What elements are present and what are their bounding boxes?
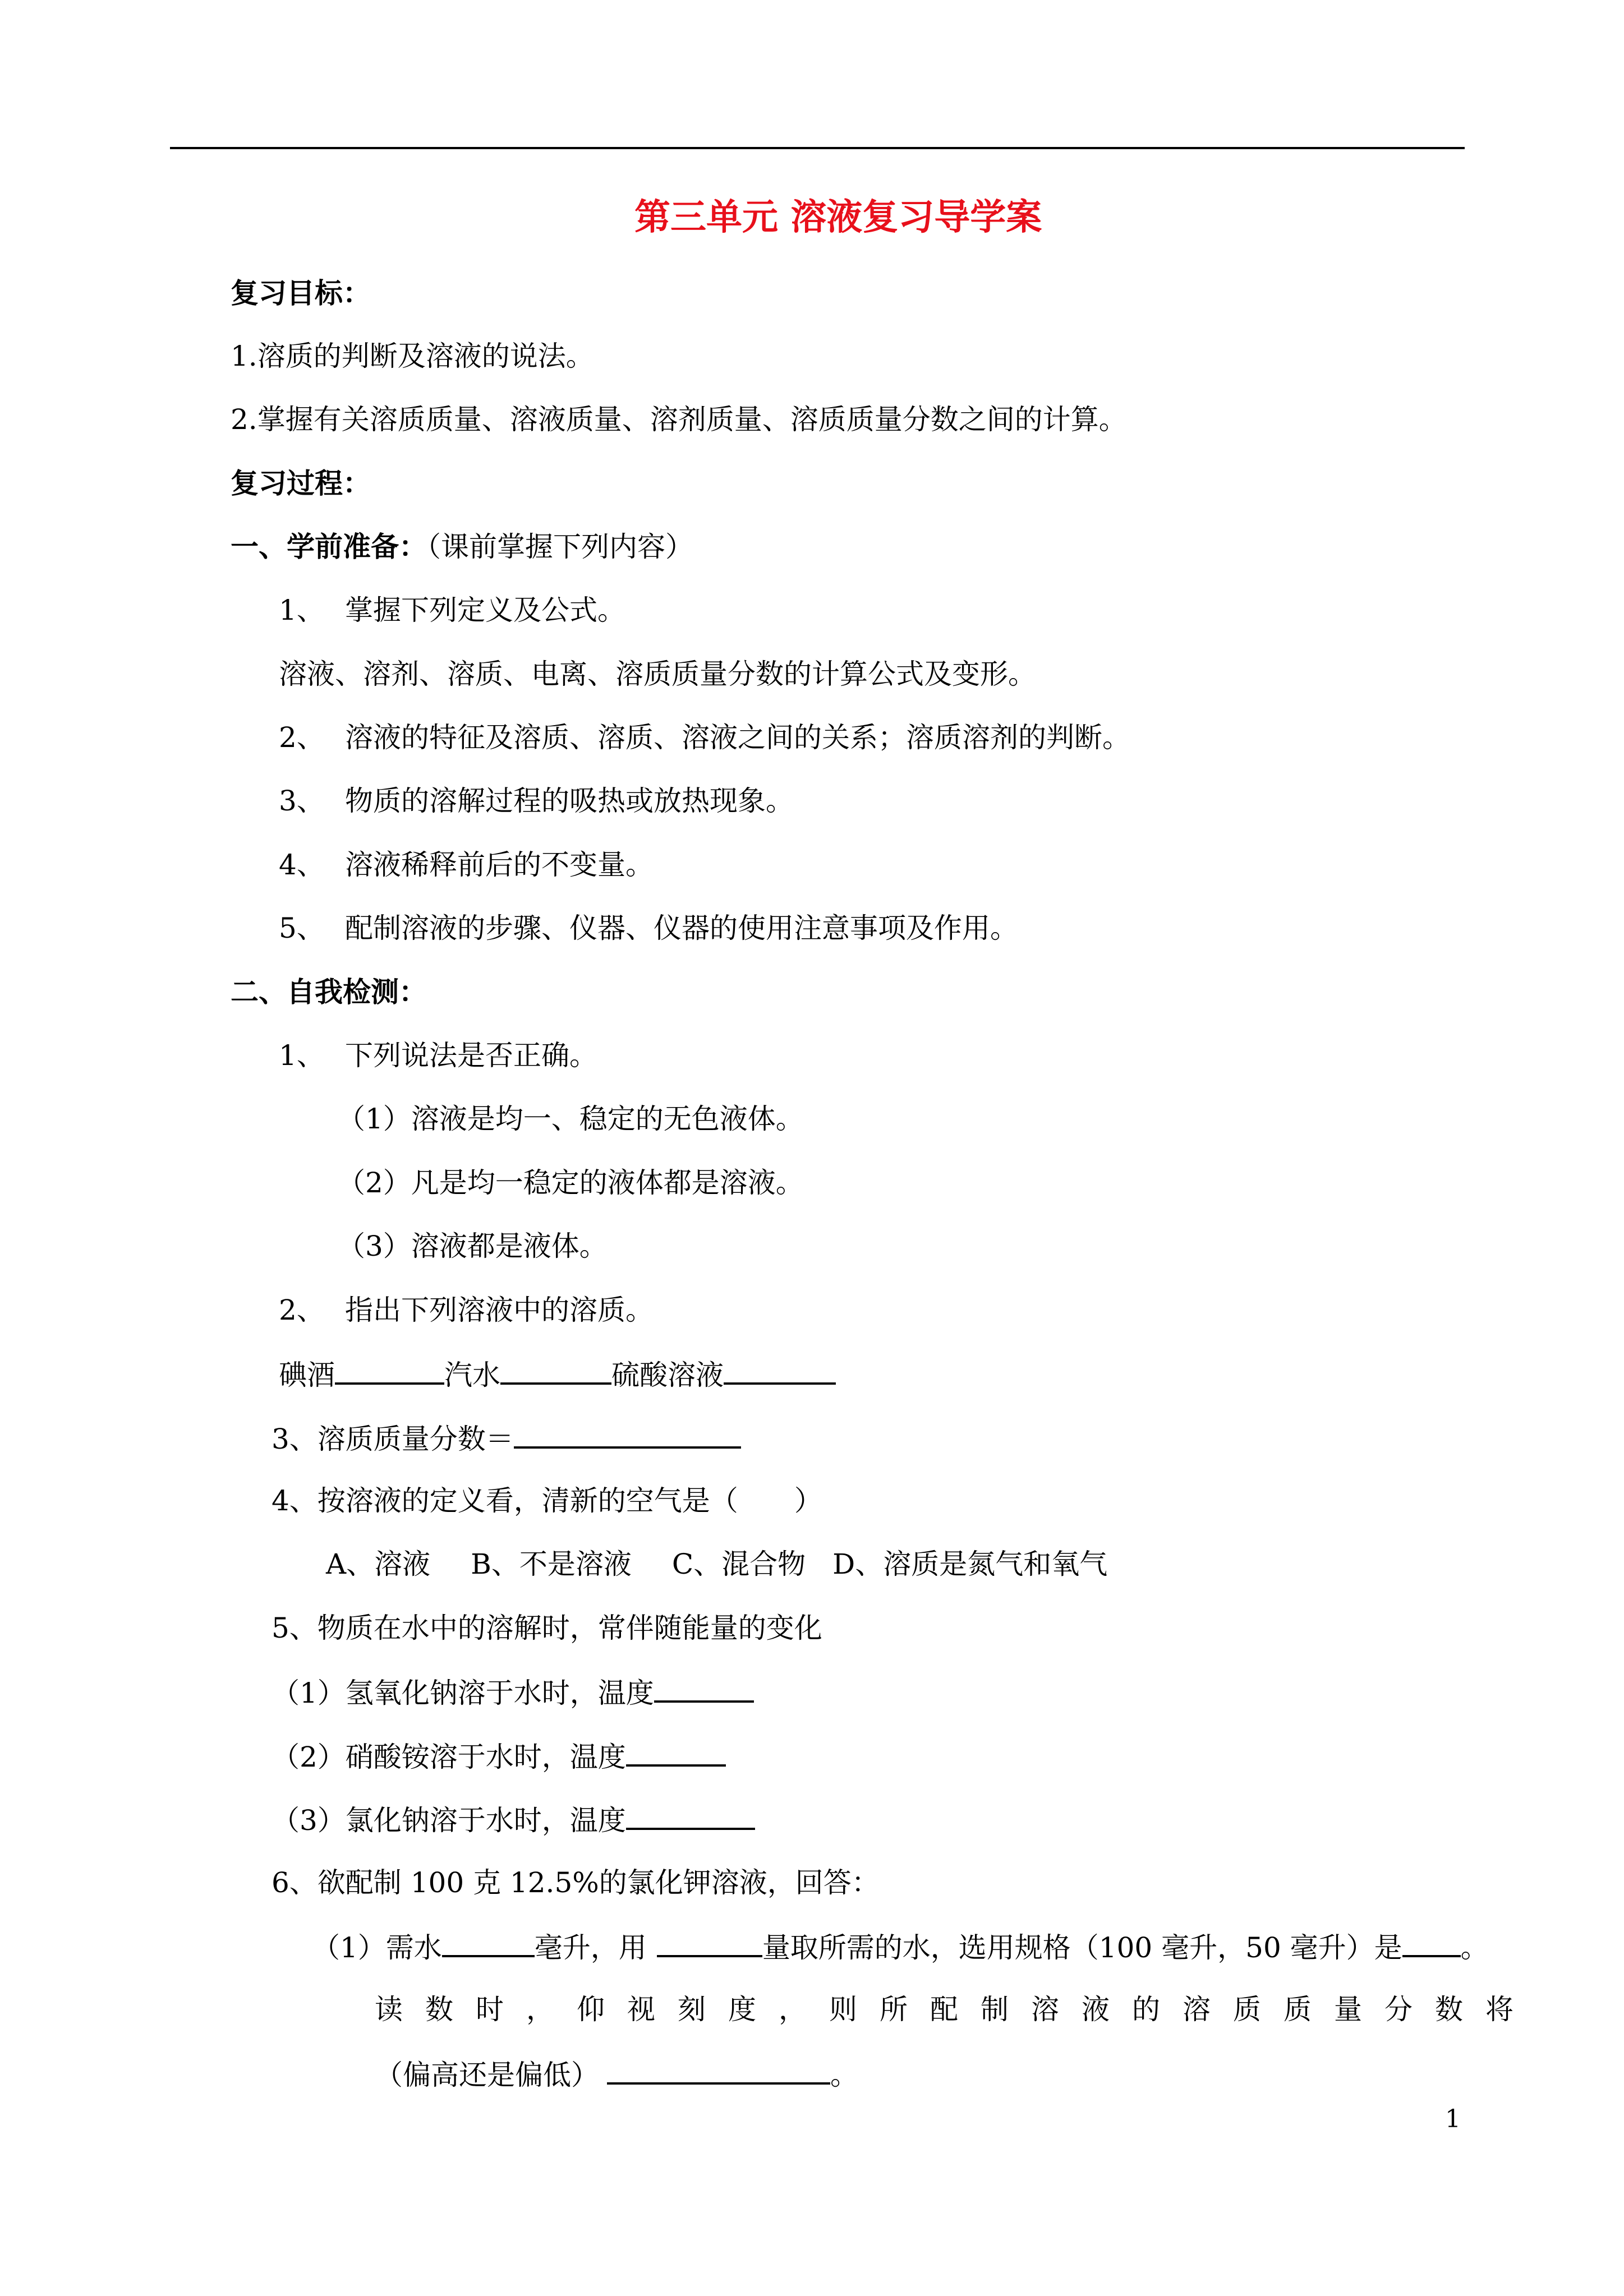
prep-item-2-number: 2、 (279, 721, 325, 754)
prep-item-3 (279, 784, 794, 818)
header-rule (170, 147, 1465, 149)
prep-item-4-number: 4、 (279, 849, 325, 881)
prep-item-4-text: 溶液稀释前后的不变量。 (345, 849, 654, 881)
question-2-text: 指出下列溶液中的溶质。 (345, 1294, 654, 1326)
answer-blank-cylinder-size[interactable] (1402, 1929, 1461, 1957)
solution-sulfuric-acid: 硫酸溶液 (611, 1359, 724, 1391)
answer-blank-water-volume[interactable] (442, 1929, 535, 1957)
prep-item-1-text: 掌握下列定义及公式。 (345, 594, 625, 626)
question-4-text: 4、按溶液的定义看，清新的空气是（ (272, 1484, 738, 1517)
process-heading: 复习过程： (231, 467, 371, 500)
prep-item-1-number: 1、 (279, 594, 325, 626)
question-6-part-1-c: 量取所需的水，选用规格（100 毫升，50 毫升）是 (762, 1931, 1402, 1964)
page-number: 1 (1445, 2105, 1461, 2133)
question-5-part-1 (272, 1675, 754, 1708)
question-1-statement-3: （3）溶液都是液体。 (337, 1230, 608, 1262)
question-2 (279, 1293, 654, 1327)
answer-blank-mass-fraction[interactable] (514, 1421, 741, 1449)
answer-blank-effect[interactable] (607, 2057, 830, 2085)
prep-item-2 (279, 721, 1130, 754)
question-6-part-1-result (375, 2057, 858, 2090)
question-6-part-1-b: 毫升，用 (534, 1931, 647, 1964)
section2-heading: 二、自我检测： (231, 975, 427, 1008)
option-b: B、不是溶液 (471, 1548, 632, 1580)
section1-heading-line (231, 530, 693, 564)
page-title: 第三单元 溶液复习导学案 (634, 196, 1042, 238)
prep-item-1 (279, 593, 625, 627)
question-6-reading-note: 读数时，仰视刻度，则所配制溶液的溶质质量分数将 (375, 1993, 1536, 2026)
question-6-part-1 (312, 1929, 1489, 1963)
question-1-statement-2: （2）凡是均一稳定的液体都是溶液。 (337, 1167, 804, 1199)
question-6-part-1-d: 。 (1460, 1931, 1489, 1964)
solution-soda-water: 汽水 (444, 1359, 500, 1391)
section1-heading-note: （课前掌握下列内容） (427, 531, 693, 563)
question-6-part-1-a: （1）需水 (312, 1931, 442, 1964)
question-5-part-1-text: （1）氢氧化钠溶于水时，温度 (272, 1677, 654, 1709)
answer-blank-instrument[interactable] (657, 1929, 762, 1957)
answer-blank-sulfuric[interactable] (724, 1357, 836, 1385)
section1-heading: 一、学前准备： (231, 530, 427, 563)
goal-item-2: 2.掌握有关溶质质量、溶液质量、溶剂质量、溶质质量分数之间的计算。 (231, 403, 1127, 436)
prep-item-5 (279, 911, 1018, 945)
question-6: 6、欲配制 100 克 12.5%的氯化钾溶液，回答： (272, 1866, 880, 1899)
prep-item-5-number: 5、 (279, 912, 325, 944)
prep-item-4 (279, 848, 654, 882)
question-5-part-3-text: （3）氯化钠溶于水时，温度 (272, 1804, 626, 1837)
prep-item-1-detail: 溶液、溶剂、溶质、电离、溶质质量分数的计算公式及变形。 (279, 658, 1036, 690)
question-2-blanks (279, 1357, 836, 1390)
question-1-number: 1、 (279, 1039, 325, 1072)
question-4 (272, 1484, 822, 1518)
question-1-statement-1: （1）溶液是均一、稳定的无色液体。 (337, 1103, 804, 1135)
question-6-part-1-result-text: （偏高还是偏低） (375, 2059, 599, 2091)
answer-blank-iodine[interactable] (335, 1357, 444, 1385)
question-5-part-2 (272, 1739, 726, 1772)
option-c: C、混合物 (671, 1548, 806, 1580)
prep-item-2-text: 溶液的特征及溶质、溶质、溶液之间的关系；溶质溶剂的判断。 (345, 721, 1130, 754)
prep-item-3-text: 物质的溶解过程的吸热或放热现象。 (345, 785, 794, 817)
question-5-part-3 (272, 1802, 755, 1836)
question-4-close: ） (794, 1484, 822, 1517)
answer-blank-nacl[interactable] (626, 1802, 755, 1830)
question-4-options (326, 1547, 1107, 1581)
question-5: 5、物质在水中的溶解时，常伴随能量的变化 (272, 1612, 822, 1644)
question-1-text: 下列说法是否正确。 (345, 1039, 597, 1072)
answer-blank-soda[interactable] (500, 1357, 611, 1385)
question-3 (272, 1421, 741, 1454)
solution-iodine-tincture: 碘酒 (279, 1359, 335, 1391)
prep-item-5-text: 配制溶液的步骤、仪器、仪器的使用注意事项及作用。 (345, 912, 1018, 944)
question-2-number: 2、 (279, 1294, 325, 1326)
goal-item-1: 1.溶质的判断及溶液的说法。 (231, 340, 594, 372)
option-d: D、溶质是氮气和氧气 (832, 1548, 1108, 1580)
option-a: A、溶液 (326, 1548, 431, 1580)
answer-blank-naoh[interactable] (654, 1675, 754, 1703)
answer-blank-nh4no3[interactable] (626, 1739, 726, 1767)
question-3-text: 3、溶质质量分数＝ (272, 1423, 514, 1455)
question-5-part-2-text: （2）硝酸铵溶于水时，温度 (272, 1741, 626, 1773)
goals-heading: 复习目标： (231, 276, 371, 310)
prep-item-3-number: 3、 (279, 785, 325, 817)
question-1 (279, 1039, 597, 1072)
question-6-part-1-result-end: 。 (830, 2059, 858, 2091)
